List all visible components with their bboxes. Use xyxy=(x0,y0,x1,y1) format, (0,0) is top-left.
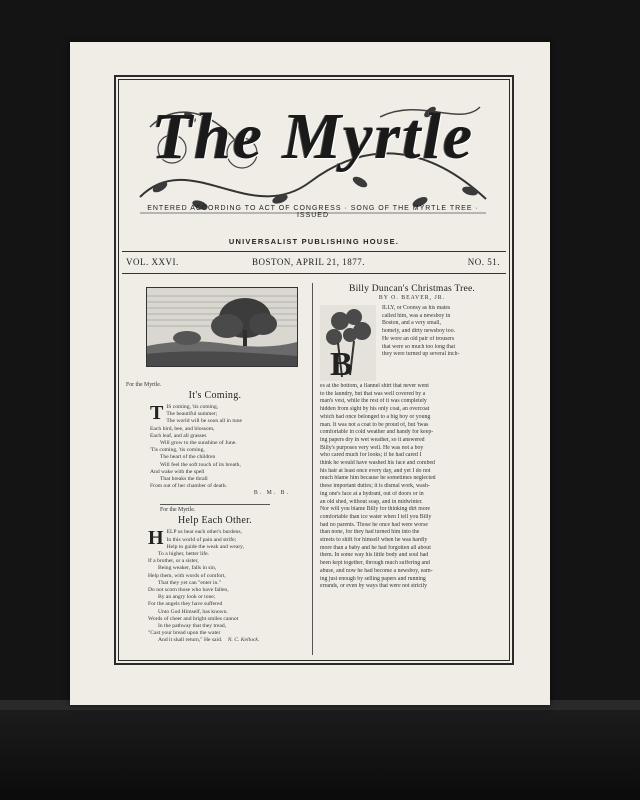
poem2-body xyxy=(148,529,304,644)
story-line: abuse, and now he had become a newsboy, earn- xyxy=(320,567,433,574)
story-line: comfortable in cold weather and handy for keep- xyxy=(320,429,434,436)
poem1-line: The heart of the children xyxy=(160,454,216,461)
column-divider xyxy=(312,283,313,655)
poem1-line: Each bird, bee, and blossom, xyxy=(150,425,215,432)
story-byline: BY O. BEAVER, JR. xyxy=(378,295,446,301)
left-column xyxy=(126,287,304,645)
poem1-dropcap: T xyxy=(150,402,164,424)
poem1-attribution: For the Myrtle. xyxy=(126,382,162,388)
right-column xyxy=(320,283,504,591)
poem2-title: Help Each Other. xyxy=(178,515,252,527)
story-line: ing papers dry in wet weather, so it answered xyxy=(320,436,425,443)
poem2-line: Help to guide the weak and weary, xyxy=(166,543,245,550)
poem1-body xyxy=(150,404,304,490)
poem2-line: Unto God Himself, has known. xyxy=(158,608,228,615)
poem1-line: From out of her chamber of death. xyxy=(150,483,227,490)
story-line: them. In some way his little body and soul had xyxy=(320,552,429,559)
place-date: BOSTON, APRIL 21, 1877. xyxy=(252,257,366,267)
rule-bottom xyxy=(122,273,506,274)
poem2-line: In this world of pain and strife; xyxy=(166,536,237,543)
story-line: es at the bottom, a flannel shirt that never went xyxy=(320,383,429,389)
rule-top xyxy=(122,251,506,252)
story-line: an old shed, without soap, and in midwinter. xyxy=(320,498,423,505)
poem1-signature: B. M. B. xyxy=(253,490,290,497)
story-line: Billy's purposes very well. He was not a boy xyxy=(320,444,424,451)
story-line: think he would have washed his face and combed xyxy=(320,460,435,467)
poem1-line: That breaks the thrall xyxy=(160,476,208,483)
poem2-line: Help them, with words of comfort, xyxy=(148,572,226,579)
poem2-line: If a brother, or a sister, xyxy=(148,558,199,565)
masthead xyxy=(130,87,496,233)
masthead-motto: ENTERED ACCORDING TO ACT OF CONGRESS · SONG OF THE MYRTLE TREE · ISSUED xyxy=(147,205,479,219)
publisher-line: UNIVERSALIST PUBLISHING HOUSE. xyxy=(228,237,400,246)
volume-label: VOL. XXVI. xyxy=(126,257,179,267)
poem1-line: IS coming, 'tis coming, xyxy=(166,404,219,410)
story-line: streets to shift for himself when he was hardly xyxy=(320,537,428,544)
poem2-line: Do not scorn those who have fallen, xyxy=(148,587,229,594)
story-line: which had once belonged to a big boy or young xyxy=(320,413,431,420)
story-line: man. It was not a coat to be proud of, but 'twas xyxy=(320,421,429,428)
story-line: more than a baby and he had forgotten all about xyxy=(320,544,431,551)
story-line: that were so much too long that xyxy=(382,343,456,350)
story-line: much blame him because he sometimes neglected xyxy=(320,475,436,482)
poem2-line: ELP us bear each other's burdens, xyxy=(166,529,242,536)
story-line: ing just enough by selling papers and running xyxy=(320,575,426,582)
dateline xyxy=(122,255,506,271)
story-line: who cared much for looks; if he had cared I xyxy=(320,452,422,459)
story-title: Billy Duncan's Christmas Tree. xyxy=(348,283,476,294)
issue-number: NO. 51. xyxy=(467,257,500,267)
poem2-dropcap: H xyxy=(148,527,164,550)
poem2-line xyxy=(148,637,304,644)
poem1-line: Each leaf, and all grasses xyxy=(150,432,207,439)
poem1-line: And wake with the spell xyxy=(150,468,205,475)
story-line: errands, or even by ways that were not strictly xyxy=(320,583,428,590)
poem2-line: By an angry look or tone; xyxy=(158,594,216,601)
story-line: his hair at least once every day, and yet I do not xyxy=(320,467,431,474)
story-line: they were turned up several inch- xyxy=(382,351,460,358)
story-line: than none, for they had turned him into the xyxy=(320,529,420,536)
shelf-background xyxy=(0,700,640,800)
story-body xyxy=(320,305,504,591)
poem2-line: Being weaker, falls in sin, xyxy=(158,565,217,572)
poem1-title: It's Coming. xyxy=(188,390,242,401)
story-line: these important duties; it is dismal work, wash- xyxy=(320,483,430,490)
poem2-line: To a higher, better life. xyxy=(158,551,209,558)
poem2-line: That they yet can "enter in." xyxy=(158,579,221,586)
poem2-line: In the pathway that they tread, xyxy=(158,623,227,630)
masthead-title: The Myrtle xyxy=(151,100,475,173)
poem1-line: The beautiful summer; xyxy=(166,411,218,418)
poem1-line: The world will be soon all in tune xyxy=(166,418,243,425)
illuminated-capital-b xyxy=(320,305,376,381)
poem2-signature: N. C. Kellock. xyxy=(227,637,260,644)
poem2-line: Words of cheer and bright smiles cannot xyxy=(148,615,239,622)
story-line: Nor will you blame Billy for thinking dirt more xyxy=(320,506,431,513)
poem2-attribution: For the Myrtle. xyxy=(160,504,270,513)
poem2-last-line: And it shall return," He said. xyxy=(158,637,223,644)
story-line: man's vest, while the rest of it was completely xyxy=(320,398,427,405)
story-line: called him, was a newsboy in xyxy=(382,312,451,319)
story-line: been kept together, through much suffering and xyxy=(320,560,430,567)
story-line: homely, and dirty newsboy too. xyxy=(382,328,456,335)
story-line: ing one's face at a hydrant, out of doors or in xyxy=(320,490,424,497)
poem1-line: Will grow to the sunshine of June. xyxy=(160,440,237,447)
story-line: to the laundry, but that was well covered by a xyxy=(320,390,426,397)
newspaper-page xyxy=(70,42,550,705)
story-line: ILLY, or Coonsy as his mates xyxy=(382,305,451,311)
story-line: He wore an old pair of trousers xyxy=(382,335,455,342)
story-dropcap: B xyxy=(330,346,353,381)
landscape-engraving xyxy=(146,287,298,367)
poem1-line: Will feel the soft touch of its breath, xyxy=(160,461,241,468)
story-line: comfortable than ice water when I tell you Billy xyxy=(320,513,432,520)
story-line: hidden from sight by his only coat, an overcoat xyxy=(320,406,430,413)
story-line: Boston, and a very small, xyxy=(382,320,441,327)
page-border-frame xyxy=(114,75,514,665)
poem2-line: "Cast your bread upon the water xyxy=(148,630,221,637)
poem2-line: For the angels they have suffered xyxy=(148,601,223,608)
story-line: had no parents. Those he once had were worse xyxy=(320,521,428,528)
poem1-line: 'Tis coming, 'tis coming, xyxy=(150,447,205,454)
